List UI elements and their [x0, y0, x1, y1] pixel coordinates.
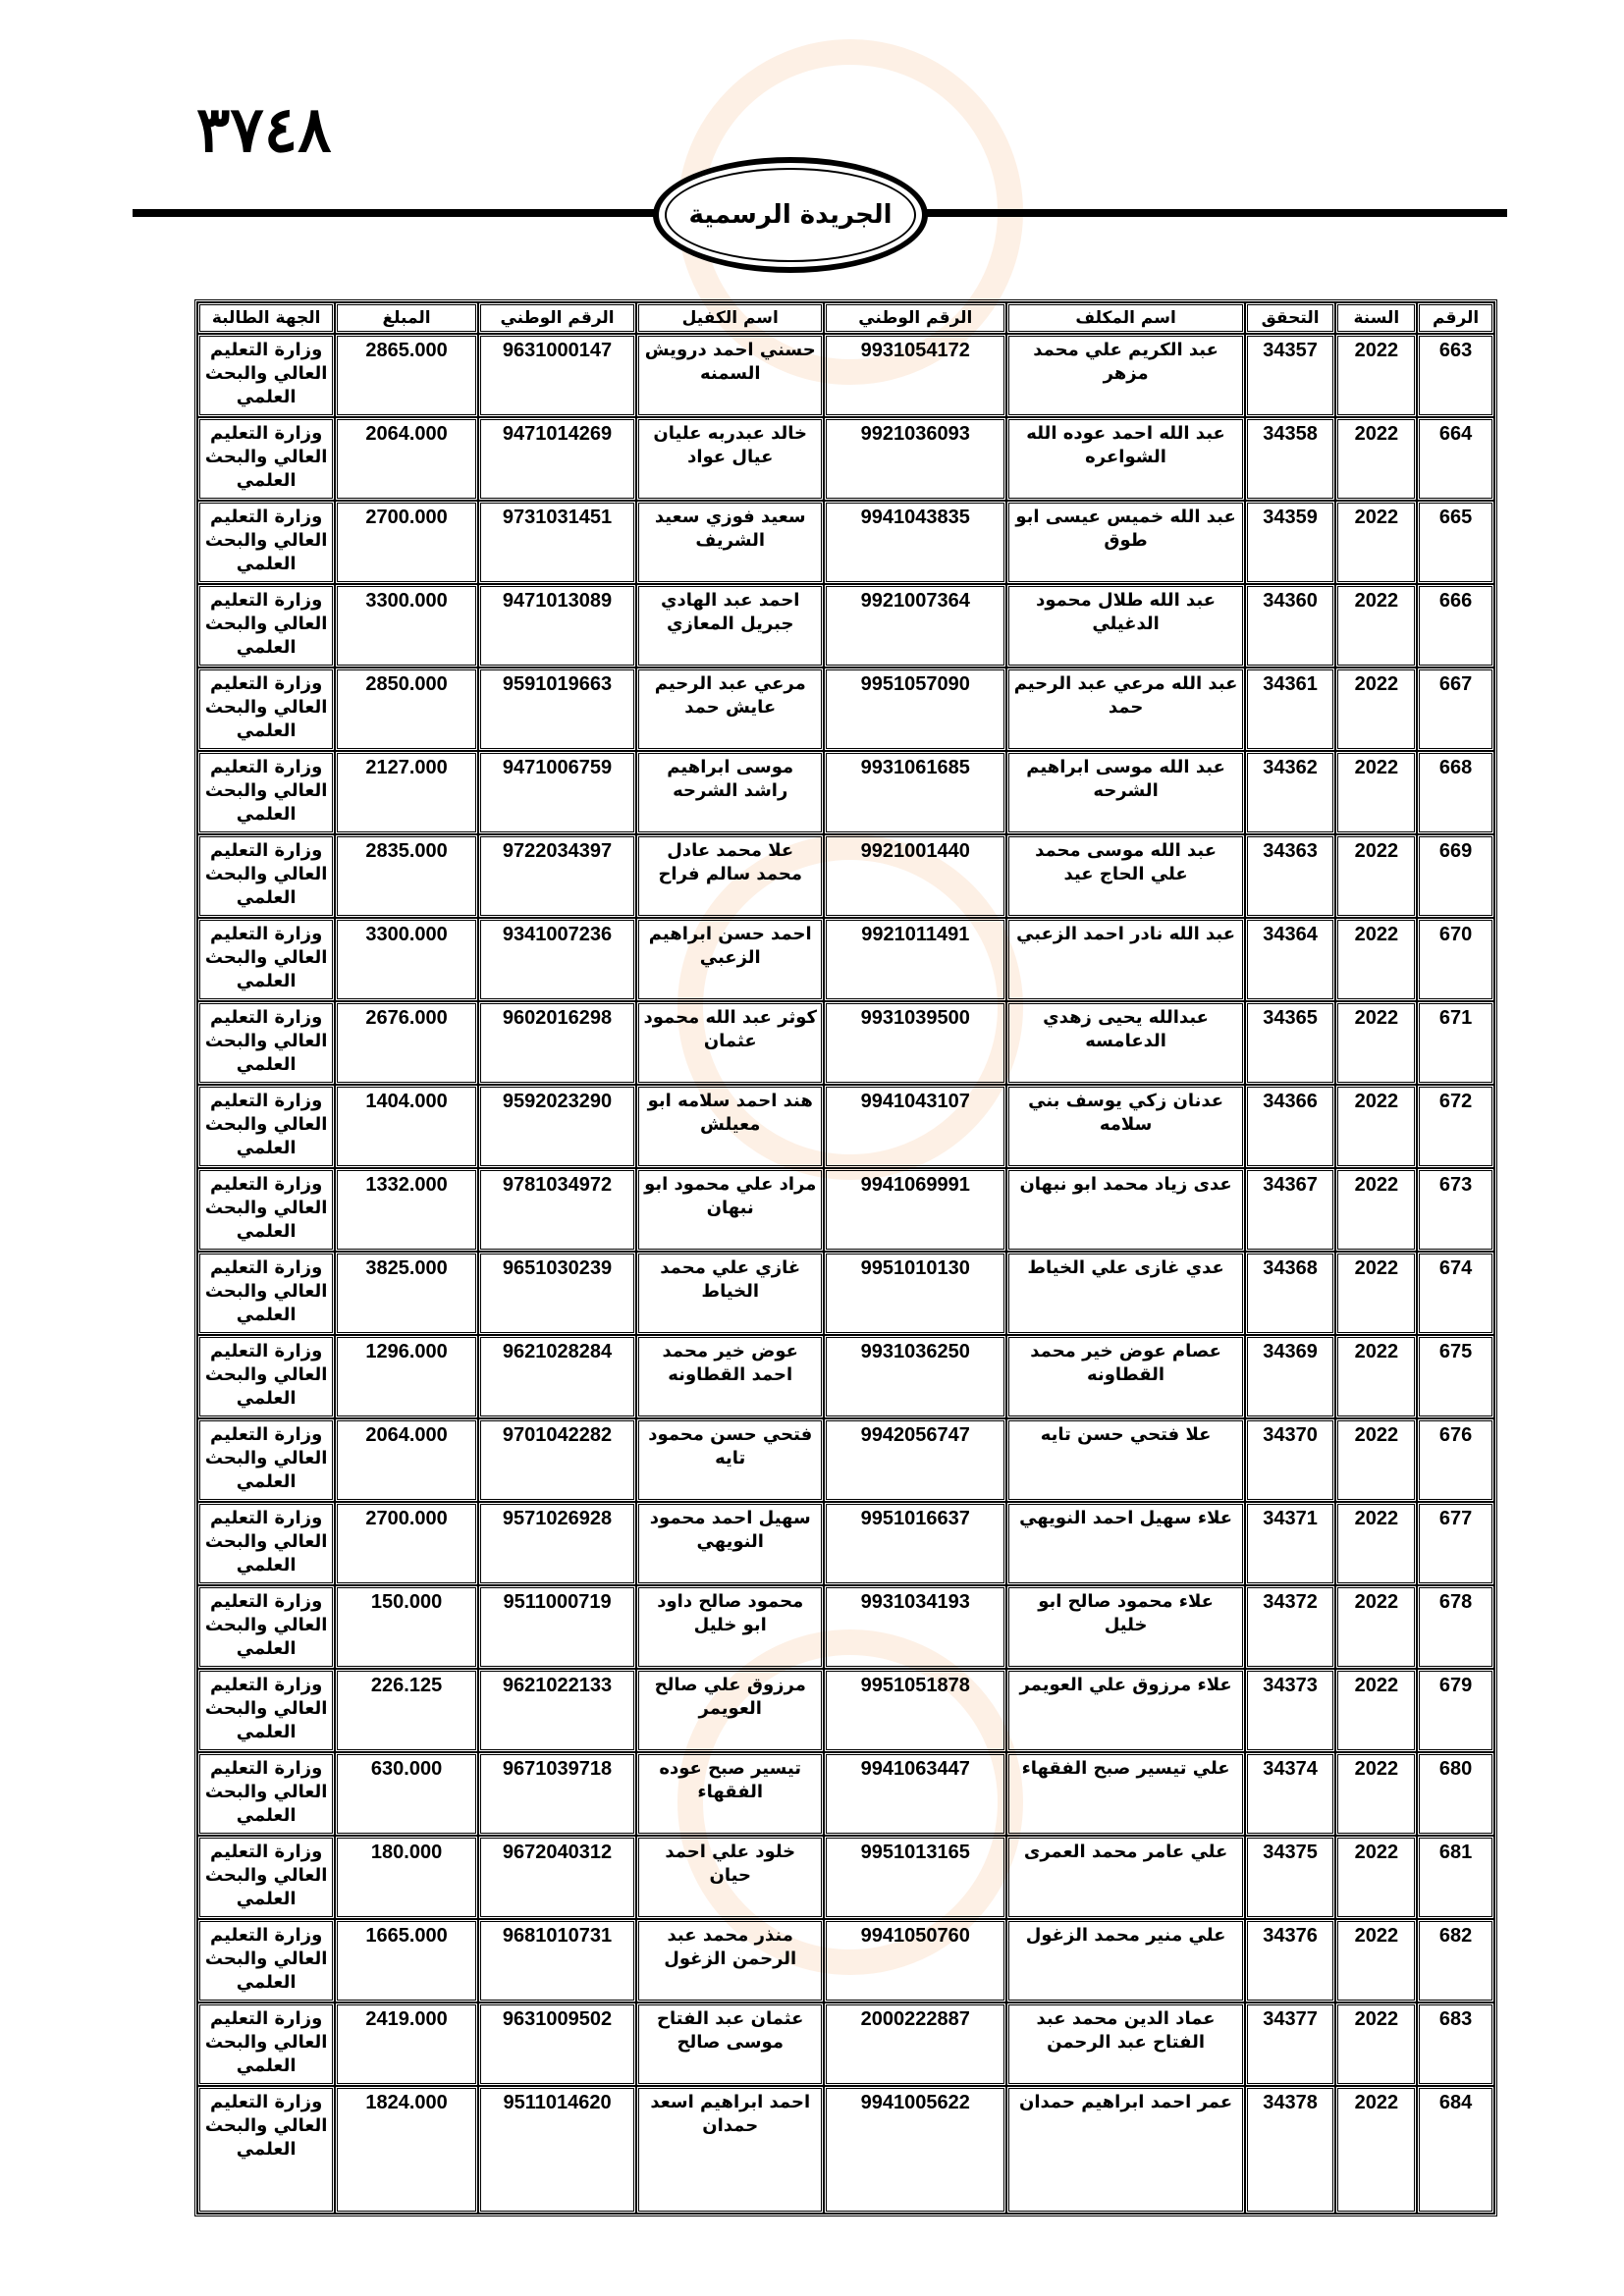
col-number-cell: 676: [1417, 1418, 1494, 1502]
col-verification-cell: 34363: [1245, 834, 1336, 918]
col-guarantor-name-cell: مراد علي محمود ابو نبهان: [636, 1168, 824, 1252]
col-requesting-party-cell: وزارة التعليم العالي والبحث العلمي: [197, 584, 335, 667]
col-taxpayer-name-cell: علي عامر محمد العمرى: [1006, 1836, 1244, 1919]
col-verification-cell: 34378: [1245, 2086, 1336, 2214]
col-taxpayer-national-id-cell: 9921007364: [824, 584, 1006, 667]
col-guarantor-national-id-cell: 9591019663: [478, 667, 637, 751]
col-number-cell: 675: [1417, 1335, 1494, 1418]
table-row: [197, 2002, 1494, 2086]
col-year-cell: 2022: [1335, 1252, 1417, 1335]
col-year-cell: 2022: [1335, 667, 1417, 751]
col-taxpayer-national-id-cell: 9931054172: [824, 334, 1006, 417]
col-taxpayer-name-header: اسم المكلف: [1006, 302, 1244, 334]
col-verification-cell: 34361: [1245, 667, 1336, 751]
col-guarantor-name-cell: سعيد فوزي سعيد الشريف: [636, 501, 824, 584]
col-number-cell: 680: [1417, 1752, 1494, 1836]
col-guarantor-national-id-cell: 9471013089: [478, 584, 637, 667]
col-verification-cell: 34374: [1245, 1752, 1336, 1836]
col-guarantor-national-id-cell: 9602016298: [478, 1001, 637, 1085]
col-taxpayer-name-cell: عبد الله موسى محمد علي الحاج عيد: [1006, 834, 1244, 918]
table-row: [197, 834, 1494, 918]
col-number-cell: 679: [1417, 1669, 1494, 1752]
col-guarantor-national-id-cell: 9471006759: [478, 751, 637, 834]
col-requesting-party-cell: وزارة التعليم العالي والبحث العلمي: [197, 1335, 335, 1418]
col-year-cell: 2022: [1335, 1502, 1417, 1585]
col-taxpayer-name-cell: عماد الدين محمد عبد الفتاح عبد الرحمن: [1006, 2002, 1244, 2086]
col-requesting-party-cell: وزارة التعليم العالي والبحث العلمي: [197, 1001, 335, 1085]
col-guarantor-name-cell: منذر محمد عبد الرحمن الزغول: [636, 1919, 824, 2002]
col-guarantor-name-cell: احمد حسن ابراهيم الزعبي: [636, 918, 824, 1001]
table-row: [197, 1752, 1494, 1836]
col-taxpayer-name-cell: عبدالله يحيى زهدي الدعامسه: [1006, 1001, 1244, 1085]
col-verification-cell: 34376: [1245, 1919, 1336, 2002]
col-amount-cell: 2419.000: [335, 2002, 477, 2086]
col-guarantor-national-id-cell: 9671039718: [478, 1752, 637, 1836]
col-requesting-party-cell: وزارة التعليم العالي والبحث العلمي: [197, 2086, 335, 2214]
col-number-cell: 668: [1417, 751, 1494, 834]
col-taxpayer-name-cell: عبد الله مرعي عبد الرحيم حمد: [1006, 667, 1244, 751]
col-requesting-party-cell: وزارة التعليم العالي والبحث العلمي: [197, 834, 335, 918]
col-number-cell: 669: [1417, 834, 1494, 918]
col-number-cell: 670: [1417, 918, 1494, 1001]
col-requesting-party-cell: وزارة التعليم العالي والبحث العلمي: [197, 1168, 335, 1252]
col-requesting-party-cell: وزارة التعليم العالي والبحث العلمي: [197, 1252, 335, 1335]
col-number-cell: 681: [1417, 1836, 1494, 1919]
col-taxpayer-name-cell: عدنان زكي يوسف بني سلامه: [1006, 1085, 1244, 1168]
col-amount-cell: 630.000: [335, 1752, 477, 1836]
col-year-cell: 2022: [1335, 501, 1417, 584]
col-verification-cell: 34360: [1245, 584, 1336, 667]
col-taxpayer-national-id-cell: 9941050760: [824, 1919, 1006, 2002]
col-number-cell: 677: [1417, 1502, 1494, 1585]
table-row: [197, 334, 1494, 417]
col-number-cell: 678: [1417, 1585, 1494, 1669]
table-row: [197, 501, 1494, 584]
col-taxpayer-name-cell: عدى زياد محمد ابو نبهان: [1006, 1168, 1244, 1252]
col-amount-cell: 1332.000: [335, 1168, 477, 1252]
col-guarantor-name-cell: سهيل احمد محمود النويهي: [636, 1502, 824, 1585]
col-taxpayer-national-id-cell: 9951057090: [824, 667, 1006, 751]
col-verification-cell: 34359: [1245, 501, 1336, 584]
col-taxpayer-name-cell: علي منير محمد الزغول: [1006, 1919, 1244, 2002]
col-year-cell: 2022: [1335, 1919, 1417, 2002]
col-amount-cell: 3825.000: [335, 1252, 477, 1335]
col-guarantor-national-id-cell: 9681010731: [478, 1919, 637, 2002]
col-guarantor-national-id-cell: 9631009502: [478, 2002, 637, 2086]
col-taxpayer-national-id-cell: 9951013165: [824, 1836, 1006, 1919]
gazette-title-oval: [653, 157, 928, 273]
table-row: [197, 2086, 1494, 2214]
col-guarantor-name-cell: خلود علي احمد حيان: [636, 1836, 824, 1919]
col-amount-cell: 1665.000: [335, 1919, 477, 2002]
col-taxpayer-name-cell: علاء محمود صالح ابو خليل: [1006, 1585, 1244, 1669]
col-taxpayer-national-id-cell: 9941043107: [824, 1085, 1006, 1168]
col-guarantor-name-cell: غازي علي محمد الخياط: [636, 1252, 824, 1335]
col-guarantor-name-cell: تيسير صبح عوده الفقهاء: [636, 1752, 824, 1836]
page-number: ٣٧٤٨: [196, 93, 332, 167]
table-row: [197, 667, 1494, 751]
col-number-header: الرقم: [1417, 302, 1494, 334]
col-year-cell: 2022: [1335, 834, 1417, 918]
col-amount-cell: 2064.000: [335, 417, 477, 501]
table-row: [197, 1335, 1494, 1418]
col-amount-cell: 2850.000: [335, 667, 477, 751]
col-guarantor-national-id-cell: 9651030239: [478, 1252, 637, 1335]
col-amount-cell: 150.000: [335, 1585, 477, 1669]
table-header-row: [197, 302, 1494, 334]
col-taxpayer-national-id-cell: 9921036093: [824, 417, 1006, 501]
col-year-cell: 2022: [1335, 1836, 1417, 1919]
col-number-cell: 673: [1417, 1168, 1494, 1252]
col-amount-cell: 1404.000: [335, 1085, 477, 1168]
col-taxpayer-national-id-cell: 9942056747: [824, 1418, 1006, 1502]
col-taxpayer-national-id-cell: 9931061685: [824, 751, 1006, 834]
col-guarantor-national-id-cell: 9592023290: [478, 1085, 637, 1168]
table-row: [197, 1669, 1494, 1752]
table-row: [197, 1919, 1494, 2002]
col-year-cell: 2022: [1335, 584, 1417, 667]
col-year-cell: 2022: [1335, 417, 1417, 501]
table-row: [197, 1085, 1494, 1168]
table-row: [197, 751, 1494, 834]
col-amount-header: المبلغ: [335, 302, 477, 334]
table-row: [197, 1418, 1494, 1502]
col-guarantor-name-cell: محمود صالح داود ابو خليل: [636, 1585, 824, 1669]
col-amount-cell: 2127.000: [335, 751, 477, 834]
col-guarantor-name-cell: هند احمد سلامه ابو معيلش: [636, 1085, 824, 1168]
col-guarantor-name-cell: علا محمد عادل محمد سالم فراح: [636, 834, 824, 918]
col-year-cell: 2022: [1335, 1752, 1417, 1836]
col-year-cell: 2022: [1335, 1669, 1417, 1752]
col-taxpayer-name-cell: عبد الله طلال محمود الدغيلي: [1006, 584, 1244, 667]
col-taxpayer-name-cell: عبد الله خميس عيسى ابو طوق: [1006, 501, 1244, 584]
col-requesting-party-cell: وزارة التعليم العالي والبحث العلمي: [197, 1418, 335, 1502]
col-verification-cell: 34371: [1245, 1502, 1336, 1585]
col-year-cell: 2022: [1335, 751, 1417, 834]
col-year-cell: 2022: [1335, 1335, 1417, 1418]
col-taxpayer-name-cell: علا فتحي حسن تايه: [1006, 1418, 1244, 1502]
col-year-cell: 2022: [1335, 918, 1417, 1001]
col-requesting-party-cell: وزارة التعليم العالي والبحث العلمي: [197, 667, 335, 751]
col-taxpayer-name-cell: عدي غازى علي الخياط: [1006, 1252, 1244, 1335]
col-taxpayer-national-id-cell: 9941043835: [824, 501, 1006, 584]
col-guarantor-name-cell: مرعي عبد الرحيم عايش حمد: [636, 667, 824, 751]
col-year-header: السنة: [1335, 302, 1417, 334]
table-row: [197, 1836, 1494, 1919]
col-number-cell: 682: [1417, 1919, 1494, 2002]
col-taxpayer-national-id-cell: 9951016637: [824, 1502, 1006, 1585]
records-table: [194, 299, 1497, 2216]
table-row: [197, 1502, 1494, 1585]
col-requesting-party-cell: وزارة التعليم العالي والبحث العلمي: [197, 2002, 335, 2086]
col-taxpayer-name-cell: عمر احمد ابراهيم حمدان: [1006, 2086, 1244, 2214]
col-number-cell: 671: [1417, 1001, 1494, 1085]
col-guarantor-national-id-cell: 9471014269: [478, 417, 637, 501]
col-taxpayer-national-id-cell: 9941005622: [824, 2086, 1006, 2214]
col-verification-cell: 34365: [1245, 1001, 1336, 1085]
col-amount-cell: 3300.000: [335, 584, 477, 667]
col-taxpayer-national-id-cell: 9921011491: [824, 918, 1006, 1001]
col-guarantor-name-cell: موسى ابراهيم راشد الشرحه: [636, 751, 824, 834]
col-taxpayer-name-cell: عبد الكريم علي محمد مزهر: [1006, 334, 1244, 417]
table-row: [197, 1168, 1494, 1252]
col-taxpayer-national-id-cell: 9951051878: [824, 1669, 1006, 1752]
gazette-title: الجريدة الرسمية: [665, 168, 916, 262]
col-amount-cell: 1296.000: [335, 1335, 477, 1418]
col-requesting-party-cell: وزارة التعليم العالي والبحث العلمي: [197, 1752, 335, 1836]
col-taxpayer-name-cell: عبد الله نادر احمد الزعبي: [1006, 918, 1244, 1001]
col-amount-cell: 226.125: [335, 1669, 477, 1752]
col-requesting-party-cell: وزارة التعليم العالي والبحث العلمي: [197, 417, 335, 501]
col-number-cell: 663: [1417, 334, 1494, 417]
col-guarantor-national-id-cell: 9341007236: [478, 918, 637, 1001]
col-taxpayer-national-id-cell: 2000222887: [824, 2002, 1006, 2086]
col-year-cell: 2022: [1335, 2086, 1417, 2214]
col-verification-cell: 34364: [1245, 918, 1336, 1001]
col-verification-header: التحقق: [1245, 302, 1336, 334]
col-taxpayer-national-id-cell: 9951010130: [824, 1252, 1006, 1335]
col-verification-cell: 34358: [1245, 417, 1336, 501]
col-amount-cell: 2835.000: [335, 834, 477, 918]
col-requesting-party-cell: وزارة التعليم العالي والبحث العلمي: [197, 751, 335, 834]
col-amount-cell: 3300.000: [335, 918, 477, 1001]
col-number-cell: 672: [1417, 1085, 1494, 1168]
col-guarantor-name-cell: عوض خير محمد احمد القطاونه: [636, 1335, 824, 1418]
col-guarantor-national-id-cell: 9701042282: [478, 1418, 637, 1502]
col-number-cell: 666: [1417, 584, 1494, 667]
col-taxpayer-national-id-cell: 9931036250: [824, 1335, 1006, 1418]
table-row: [197, 584, 1494, 667]
col-year-cell: 2022: [1335, 1085, 1417, 1168]
col-year-cell: 2022: [1335, 1168, 1417, 1252]
table-row: [197, 918, 1494, 1001]
col-taxpayer-national-id-cell: 9921001440: [824, 834, 1006, 918]
col-requesting-party-cell: وزارة التعليم العالي والبحث العلمي: [197, 1919, 335, 2002]
col-guarantor-name-cell: كوثر عبد الله محمود عثمان: [636, 1001, 824, 1085]
table-row: [197, 1585, 1494, 1669]
col-year-cell: 2022: [1335, 1001, 1417, 1085]
col-number-cell: 667: [1417, 667, 1494, 751]
col-year-cell: 2022: [1335, 2002, 1417, 2086]
col-verification-cell: 34357: [1245, 334, 1336, 417]
col-guarantor-name-cell: مرزوق علي صالح العويمر: [636, 1669, 824, 1752]
col-amount-cell: 2064.000: [335, 1418, 477, 1502]
col-taxpayer-national-id-cell: 9931039500: [824, 1001, 1006, 1085]
col-guarantor-national-id-cell: 9571026928: [478, 1502, 637, 1585]
col-verification-cell: 34369: [1245, 1335, 1336, 1418]
col-taxpayer-name-cell: علي تيسير صبح الفقهاء: [1006, 1752, 1244, 1836]
col-verification-cell: 34362: [1245, 751, 1336, 834]
col-guarantor-name-header: اسم الكفيل: [636, 302, 824, 334]
col-number-cell: 684: [1417, 2086, 1494, 2214]
col-guarantor-national-id-cell: 9781034972: [478, 1168, 637, 1252]
col-requesting-party-header: الجهة الطالبة: [197, 302, 335, 334]
col-guarantor-name-cell: عثمان عبد الفتاح موسى صالح: [636, 2002, 824, 2086]
col-year-cell: 2022: [1335, 1585, 1417, 1669]
col-guarantor-name-cell: خالد عبدربه عليان عيال عواد: [636, 417, 824, 501]
table-row: [197, 1252, 1494, 1335]
col-verification-cell: 34372: [1245, 1585, 1336, 1669]
col-taxpayer-name-cell: عبد الله احمد عوده الله الشواعره: [1006, 417, 1244, 501]
col-taxpayer-name-cell: علاء مرزوق علي العويمر: [1006, 1669, 1244, 1752]
col-requesting-party-cell: وزارة التعليم العالي والبحث العلمي: [197, 1585, 335, 1669]
col-amount-cell: 180.000: [335, 1836, 477, 1919]
col-guarantor-national-id-cell: 9621022133: [478, 1669, 637, 1752]
col-amount-cell: 2865.000: [335, 334, 477, 417]
col-amount-cell: 1824.000: [335, 2086, 477, 2214]
col-guarantor-national-id-header: الرقم الوطني: [478, 302, 637, 334]
table-row: [197, 417, 1494, 501]
col-year-cell: 2022: [1335, 1418, 1417, 1502]
table-row: [197, 1001, 1494, 1085]
col-requesting-party-cell: وزارة التعليم العالي والبحث العلمي: [197, 1502, 335, 1585]
col-guarantor-national-id-cell: 9511014620: [478, 2086, 637, 2214]
col-guarantor-name-cell: احمد عبد الهادي جبريل المعازي: [636, 584, 824, 667]
col-guarantor-national-id-cell: 9631000147: [478, 334, 637, 417]
col-verification-cell: 34373: [1245, 1669, 1336, 1752]
col-taxpayer-name-cell: عبد الله موسى ابراهيم الشرحه: [1006, 751, 1244, 834]
col-requesting-party-cell: وزارة التعليم العالي والبحث العلمي: [197, 1836, 335, 1919]
col-taxpayer-national-id-cell: 9941063447: [824, 1752, 1006, 1836]
col-taxpayer-name-cell: علاء سهيل احمد النويهي: [1006, 1502, 1244, 1585]
col-guarantor-name-cell: حسني احمد درويش السمنه: [636, 334, 824, 417]
col-verification-cell: 34375: [1245, 1836, 1336, 1919]
col-verification-cell: 34366: [1245, 1085, 1336, 1168]
col-verification-cell: 34368: [1245, 1252, 1336, 1335]
col-number-cell: 665: [1417, 501, 1494, 584]
col-requesting-party-cell: وزارة التعليم العالي والبحث العلمي: [197, 918, 335, 1001]
col-requesting-party-cell: وزارة التعليم العالي والبحث العلمي: [197, 1669, 335, 1752]
col-year-cell: 2022: [1335, 334, 1417, 417]
col-amount-cell: 2700.000: [335, 1502, 477, 1585]
col-taxpayer-name-cell: عصام عوض خير محمد القطاونه: [1006, 1335, 1244, 1418]
col-number-cell: 683: [1417, 2002, 1494, 2086]
col-guarantor-national-id-cell: 9621028284: [478, 1335, 637, 1418]
col-amount-cell: 2676.000: [335, 1001, 477, 1085]
col-amount-cell: 2700.000: [335, 501, 477, 584]
col-requesting-party-cell: وزارة التعليم العالي والبحث العلمي: [197, 501, 335, 584]
col-taxpayer-national-id-cell: 9931034193: [824, 1585, 1006, 1669]
col-requesting-party-cell: وزارة التعليم العالي والبحث العلمي: [197, 334, 335, 417]
col-verification-cell: 34367: [1245, 1168, 1336, 1252]
col-verification-cell: 34377: [1245, 2002, 1336, 2086]
col-guarantor-national-id-cell: 9672040312: [478, 1836, 637, 1919]
col-guarantor-national-id-cell: 9731031451: [478, 501, 637, 584]
col-taxpayer-national-id-header: الرقم الوطني: [824, 302, 1006, 334]
col-requesting-party-cell: وزارة التعليم العالي والبحث العلمي: [197, 1085, 335, 1168]
col-taxpayer-national-id-cell: 9941069991: [824, 1168, 1006, 1252]
col-guarantor-name-cell: احمد ابراهيم اسعد حمدان: [636, 2086, 824, 2214]
col-guarantor-name-cell: فتحي حسن محمود تايه: [636, 1418, 824, 1502]
col-number-cell: 664: [1417, 417, 1494, 501]
col-guarantor-national-id-cell: 9511000719: [478, 1585, 637, 1669]
col-verification-cell: 34370: [1245, 1418, 1336, 1502]
col-guarantor-national-id-cell: 9722034397: [478, 834, 637, 918]
col-number-cell: 674: [1417, 1252, 1494, 1335]
